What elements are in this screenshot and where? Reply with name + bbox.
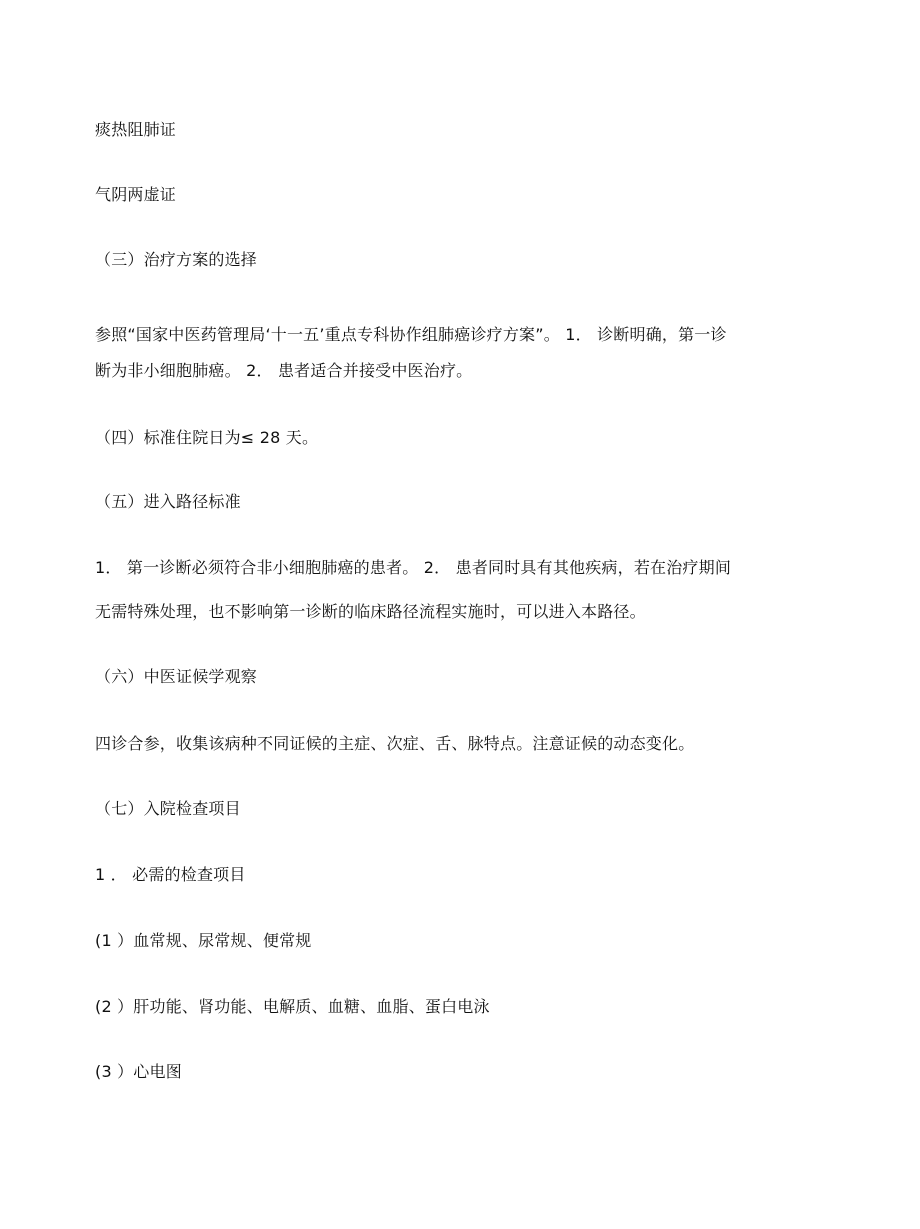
section-heading-7: （七）入院检查项目 — [95, 799, 241, 818]
syndrome-qi-yin-deficiency: 气阴两虚证 — [95, 185, 177, 204]
syndrome-phlegm-heat: 痰热阻肺证 — [95, 120, 177, 139]
paragraph-line: 无需特殊处理，也不影响第一诊断的临床路径流程实施时，可以进入本路径。 — [95, 602, 646, 621]
section-heading-5: （五）进入路径标准 — [95, 492, 241, 511]
list-item: (1 ）血常规、尿常规、便常规 — [95, 931, 312, 950]
list-item: (2 ）肝功能、肾功能、电解质、血糖、血脂、蛋白电泳 — [95, 997, 490, 1016]
section-heading-4: （四）标准住院日为≤ 28 天。 — [95, 428, 319, 447]
section-heading-3: （三）治疗方案的选择 — [95, 250, 258, 269]
paragraph-line: 1． 第一诊断必须符合非小细胞肺癌的患者。 2． 患者同时具有其他疾病，若在治疗期间 — [95, 558, 732, 577]
list-item: (3 ）心电图 — [95, 1062, 182, 1081]
list-heading: 1 ． 必需的检查项目 — [95, 865, 246, 884]
paragraph-line: 参照“国家中医药管理局‘十一五’重点专科协作组肺癌诊疗方案”。 1． 诊断明确，第一诊 — [95, 325, 727, 344]
section-heading-6: （六）中医证候学观察 — [95, 667, 258, 686]
paragraph-line: 断为非小细胞肺癌。 2． 患者适合并接受中医治疗。 — [95, 361, 473, 380]
paragraph-line: 四诊合参，收集该病种不同证候的主症、次症、舌、脉特点。注意证候的动态变化。 — [95, 734, 695, 753]
